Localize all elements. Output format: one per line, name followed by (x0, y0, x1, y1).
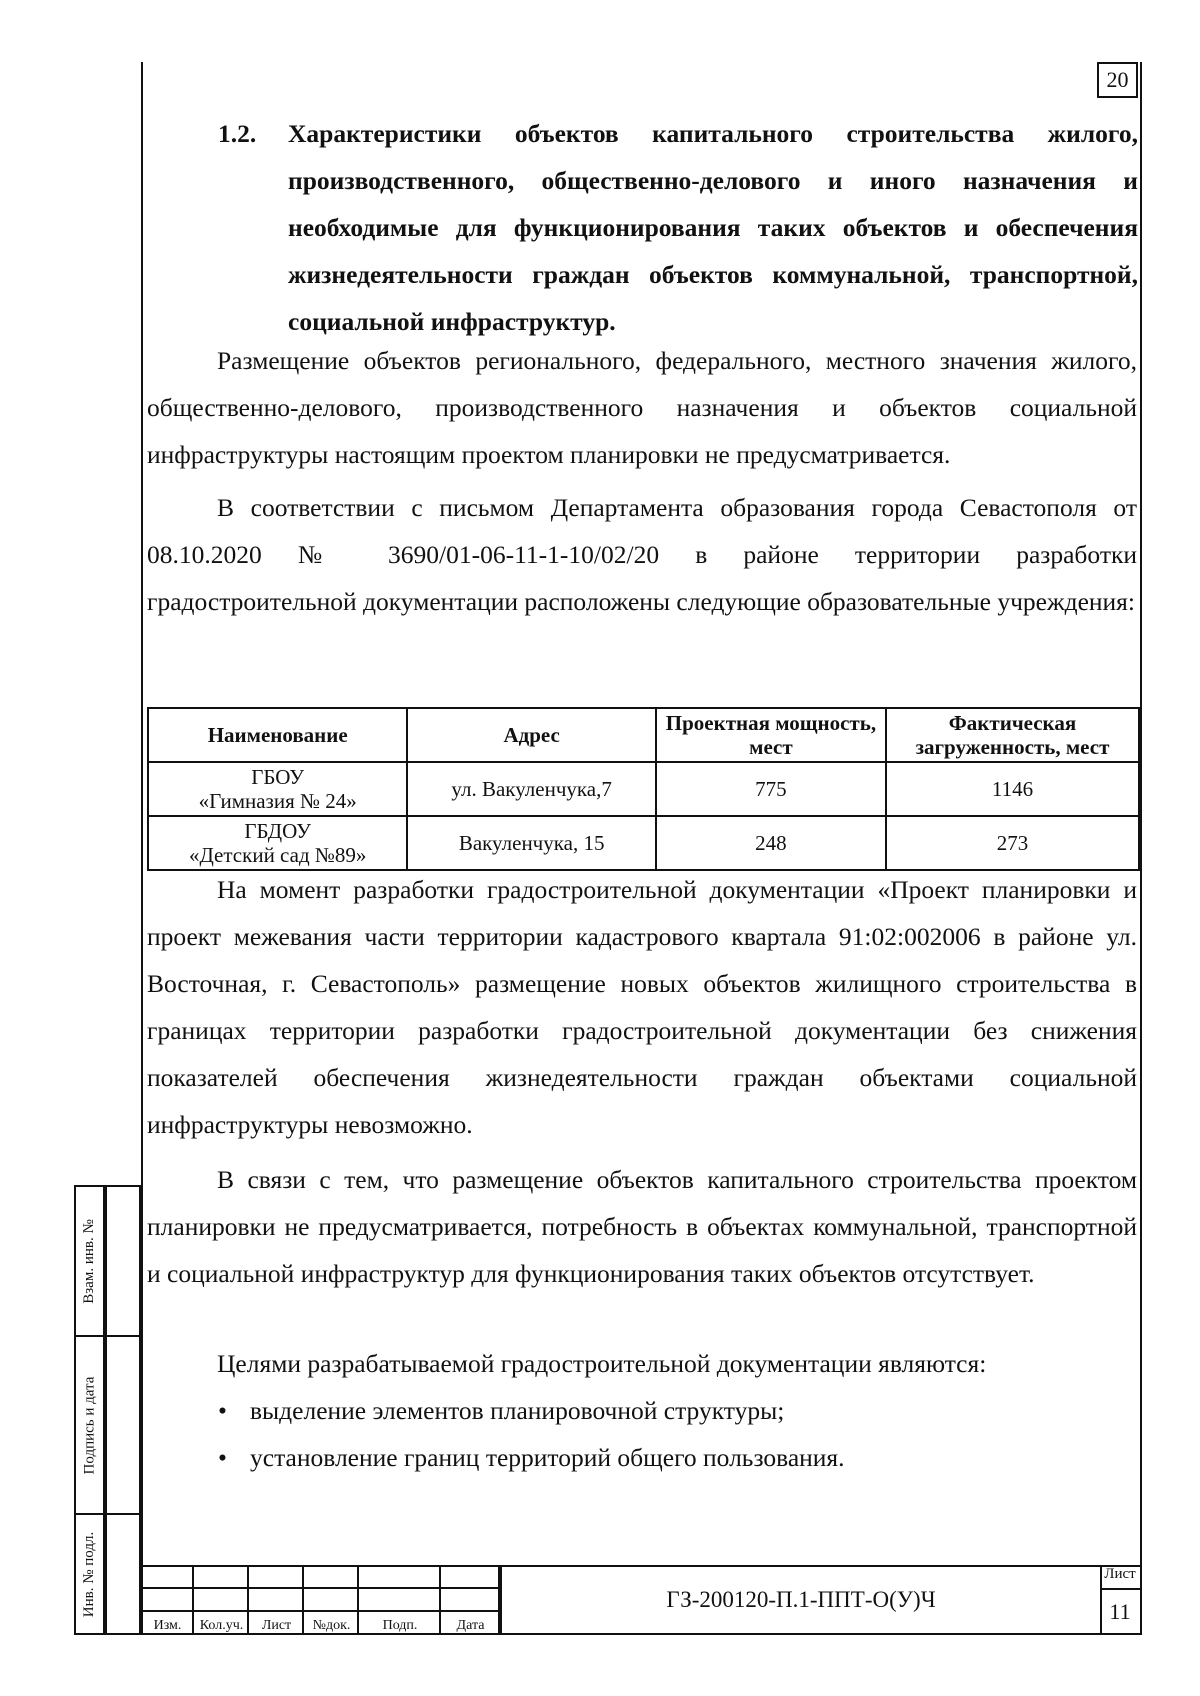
section-title: Характеристики объектов капитального строительства жилого, производственного, общественно-делового и иного назначения и необходимые для функционирования таких объектов и обеспечения жизнедеятельности граждан объектов коммунальной, транспортной, социальной инфраструктур. (288, 119, 1138, 336)
paragraph-goals: Целями разрабатываемой градостроительной документации являются: (217, 1349, 987, 1378)
col-load-header: Фактическая загруженность, мест (886, 708, 1139, 762)
col-capacity-header: Проектная мощность, мест (656, 708, 886, 762)
col-ndok-label: №док. (312, 1618, 351, 1633)
col-name-header: Наименование (148, 708, 407, 762)
col-podp-label: Подп. (382, 1618, 418, 1633)
sheet-label: Лист (1100, 1566, 1140, 1590)
col-data-label: Дата (456, 1618, 485, 1633)
paragraph-moment: На момент разработки градостроительной документации «Проект планировки и проект межевания части территории кадастрового квартала 91:02:002006 в районе ул. Восточная, г. Севастополь» размещение новых объектов жилищного строительства в границах территории разработки градостроительной документации без снижения показателей обеспечения жизнедеятельности граждан объектами социальной инфраструктуры невозможно. (147, 875, 1137, 1139)
col-list-label: Лист (261, 1618, 292, 1633)
bullet-icon: • (218, 1443, 227, 1472)
stamp-podpis-box (105, 1335, 141, 1515)
paragraph-placement: Размещение объектов регионального, федерального, местного значения жилого, общественно-делового, производственного назначения и объектов социальной инфраструктуры настоящим проектом планировки не предусматривается. (147, 346, 1137, 469)
paragraph-letter: В соответствии с письмом Департамента образования города Севастополя от 08.10.2020 № 3690/01-06-11-1-10/02/20 в районе территории разработки градостроительной документации расположены следующие образовательные учреждения: (147, 493, 1137, 616)
school-capacity: 775 (656, 762, 886, 816)
paragraph-need: В связи с тем, что размещение объектов капитального строительства проектом планировки не предусматривается, потребность в объектах коммунальной, транспортной и социальной инфраструктур для функционирования таких объектов отсутствует. (147, 1165, 1137, 1288)
school-capacity: 248 (656, 816, 886, 870)
school-load: 273 (886, 816, 1139, 870)
table-row (148, 762, 1139, 816)
col-izm-label: Изм. (153, 1618, 182, 1633)
revision-grid (141, 1565, 500, 1635)
section-number: 1.2. (218, 119, 257, 148)
school-load: 1146 (886, 762, 1139, 816)
stamp-inv-box (105, 1513, 141, 1635)
schools-table (147, 707, 1140, 871)
school-name: ГБОУ «Гимназия № 24» (148, 762, 407, 816)
stamp-inv: Инв. № подл. (74, 1513, 105, 1635)
document-id: ГЗ-200120-П.1-ППТ-О(У)Ч (500, 1565, 1100, 1635)
school-name: ГБДОУ «Детский сад №89» (148, 816, 407, 870)
bullet-icon: • (218, 1396, 227, 1425)
stamp-podpis: Подпись и дата (74, 1335, 105, 1515)
school-address: Вакуленчука, 15 (407, 816, 655, 870)
table-row (148, 816, 1139, 870)
col-address-header: Адрес (407, 708, 655, 762)
table-header-row (148, 708, 1139, 762)
col-koluch-label: Кол.уч. (199, 1618, 244, 1633)
section-heading (218, 110, 1138, 345)
stamp-vzam: Взам. инв. № (74, 1185, 105, 1337)
stamp-vzam-box (105, 1185, 141, 1337)
sheet-number: 11 (1109, 1599, 1131, 1624)
page-number: 20 (1097, 62, 1138, 98)
school-address: ул. Вакуленчука,7 (407, 762, 655, 816)
